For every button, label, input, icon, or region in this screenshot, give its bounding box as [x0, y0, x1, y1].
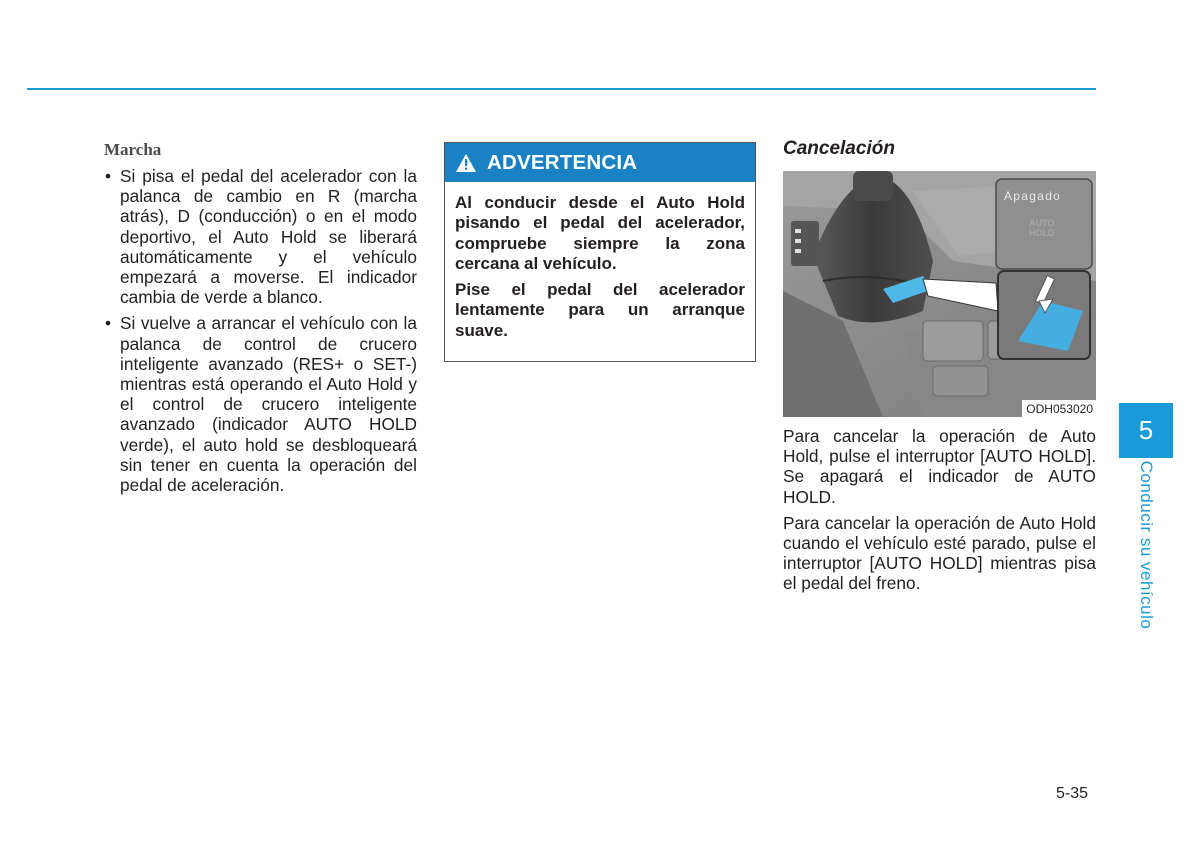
body-paragraph: Para cancelar la operación de Auto Hold cuando el vehículo esté parado, pulse el interruptor [AUTO HOLD] mientras pisa el pedal del freno. — [783, 512, 1096, 594]
middle-column — [444, 142, 756, 362]
warning-box — [444, 142, 756, 362]
figure-button-label: AUTO HOLD — [1029, 218, 1055, 238]
console-drawing — [783, 171, 1096, 417]
warning-header — [445, 143, 755, 182]
figure-code: ODH053020 — [1022, 400, 1096, 417]
list-item: • Si vuelve a arrancar el vehículo con la palanca de control de crucero inteligente avanzado (RES+ o SET-) mientras está operando el Auto Hold y el control de crucero inteligente avanzado (indicador AUTO HOLD verde), el auto hold se desbloqueará sin tener en cuenta la operación del pedal de aceleración. — [104, 313, 417, 495]
warning-paragraph: Pise el pedal del acelerador lentamente para un arranque suave. — [455, 280, 745, 340]
figure-status-label: Apagado — [1004, 189, 1062, 203]
top-rule — [27, 88, 1096, 90]
section-heading-cancelacion: Cancelación — [783, 138, 895, 159]
right-column — [783, 138, 1096, 594]
body-paragraph: Para cancelar la operación de Auto Hold, pulse el interruptor [AUTO HOLD]. Se apagará el indicador de AUTO HOLD. — [783, 426, 1096, 507]
chapter-title: Conducir su vehículo — [1137, 460, 1156, 630]
bullet-list — [104, 166, 417, 495]
console-illustration — [783, 171, 1096, 417]
left-column — [104, 138, 417, 501]
warning-paragraph: Al conducir desde el Auto Hold pisando el pedal del acelerador, compruebe siempre la zona cercana al vehículo. — [455, 193, 745, 273]
warning-body — [445, 182, 755, 361]
warning-triangle-icon — [455, 153, 477, 173]
page-number: 5-35 — [1056, 785, 1089, 802]
list-item: • Si pisa el pedal del acelerador con la palanca de cambio en R (marcha atrás), D (conducción) o en el modo deportivo, el Auto Hold se liberará automáticamente y el vehículo empezará a moverse. El indicador cambia de verde a blanco. — [104, 166, 417, 307]
warning-title: ADVERTENCIA — [487, 150, 638, 174]
section-heading-marcha: Marcha — [104, 140, 162, 159]
chapter-tab: 5 — [1119, 403, 1173, 458]
